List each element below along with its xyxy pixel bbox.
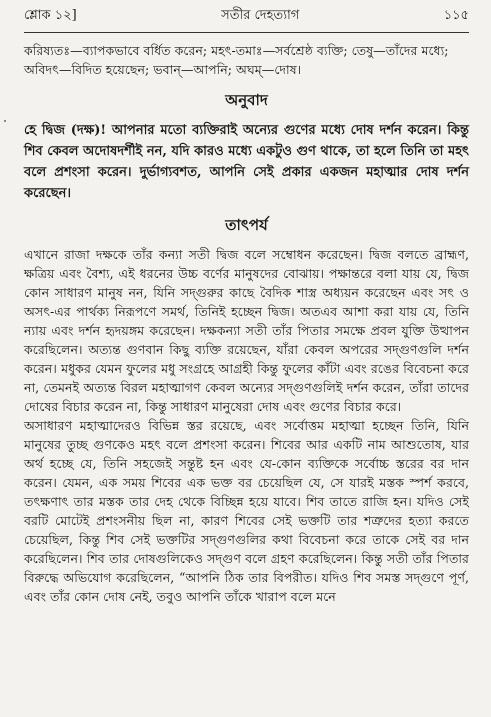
header-rule — [24, 32, 469, 33]
translation-text: হে দ্বিজ (দক্ষ)! আপনার মতো ব্যক্তিরাই অন্যের গুণের মধ্যে দোষ দর্শন করেন। কিন্তু শিব কেবল অদোষদর্শীই নন, যদি কারও মধ্যে একটুও গুণ থাকে, তা হলে তিনি তা মহৎ বলে প্রশংসা করেন। দুর্ভাগ্যবশত, আপনি সেই প্রকার একজন মহাত্মার দোষ দর্শন করেছেন। — [24, 123, 469, 201]
purport-body — [24, 245, 469, 606]
verse-reference: শ্লোক ১২] — [24, 8, 77, 23]
page-number: ১১৫ — [443, 8, 469, 23]
word-glossary: করিষ্যতঃ—ব্যাপকভাবে বর্ধিত করেন; মহৎ-তমাঃ—সর্বশ্রেষ্ঠ ব্যক্তি; তেষু—তাঁদের মধ্যে; অবিদৎ—বিদিত হয়েছেন; ভবান্—আপনি; অঘম্—দোষ। — [24, 43, 449, 77]
purport-paragraph-2: অসাধারণ মহাত্মাদেরও বিভিন্ন স্তর রয়েছে, এবং সর্বোত্তম মহাত্মা হচ্ছেন তিনি, যিনি মানুষের তুচ্ছ গুণকেও মহৎ বলে প্রশংসা করেন। শিবের আর একটি নাম আশুতোষ, যার অর্থ হচ্ছে যে, তিনি সহজেই সন্তুষ্ট হন এবং যে-কোন ব্যক্তিকে সর্বোচ্চ স্তরের বর দান করেন। যেমন, এক সময় শিবের এক ভক্ত বর চেয়েছিল যে, সে যারই মস্তক স্পর্শ করবে, তৎক্ষণাৎ তার মস্তক তার দেহ থেকে বিচ্ছিন্ন হয়ে যাবে। শিব তাতে রাজি হন। যদিও সেই বরটি মোটেই প্রশংসনীয় ছিল না, কারণ শিবের সেই ভক্তটি তার শত্রুদের হত্যা করতে চেয়েছিল, কিন্তু শিব সেই ভক্তটির সদ্গুণগুলির কথা বিবেচনা করে তাকে সেই বর দান করেছিলেন। শিব তার দোষগুলিকেও সদ্গুণ বলে গ্রহণ করেছিলেন। কিন্তু সতী তাঁর পিতার বিরুদ্ধে অভিযোগ করেছিলেন, “আপনি ঠিক তার বিপরীত। যদিও শিব সমস্ত সদ্গুণে পূর্ণ, এবং তাঁর কোন দোষ নেই, তবুও আপনি তাঁকে খারাপ বলে মনে — [24, 418, 469, 604]
margin-mark — [4, 120, 6, 122]
translation-heading: অনুবাদ — [225, 91, 268, 109]
purport-paragraph-1: এখানে রাজা দক্ষকে তাঁর কন্যা সতী দ্বিজ বলে সম্বোধন করেছেন। দ্বিজ বলতে ব্রাহ্মণ, ক্ষত্রিয় এবং বৈশ্য, এই ধরনের উচ্চ বর্ণের মানুষদের বোঝায়। পক্ষান্তরে বলা যায় যে, দ্বিজ কোন সাধারণ মানুষ নন, যিনি সদ্গুরুর কাছে বৈদিক শাস্ত্র অধ্যয়ন করেছেন এবং সৎ ও অসৎ-এর পার্থক্য নিরূপণে সমর্থ, তিনিই হচ্ছেন দ্বিজ। অতএব আশা করা যায় যে, তিনি ন্যায় এবং দর্শন হৃদয়ঙ্গম করেছেন। দক্ষকন্যা সতী তাঁর পিতার সমক্ষে প্রবল যুক্তি উত্থাপন করেছিলেন। অত্যন্ত গুণবান কিছু ব্যক্তি রয়েছেন, যাঁরা কেবল অপরের সদ্গুণগুলি দর্শন করেন। মধুকর যেমন ফুলের মধু সংগ্রহে আগ্রহী কিন্তু ফুলের কাঁটা এবং রঙের বিবেচনা করে না, তেমনই অত্যন্ত বিরল মহাত্মাগণ কেবল অন্যের সদ্গুণগুলিই দর্শন করেন, তাঁরা তাদের দোষের বিচার করেন না, কিন্তু সাধারণ মানুষেরা দোষ এবং গুণের বিচার করে। — [24, 247, 469, 414]
page-header — [24, 0, 469, 26]
chapter-title: সতীর দেহত্যাগ — [221, 8, 300, 23]
purport-heading: তাৎপর্য — [225, 216, 268, 234]
